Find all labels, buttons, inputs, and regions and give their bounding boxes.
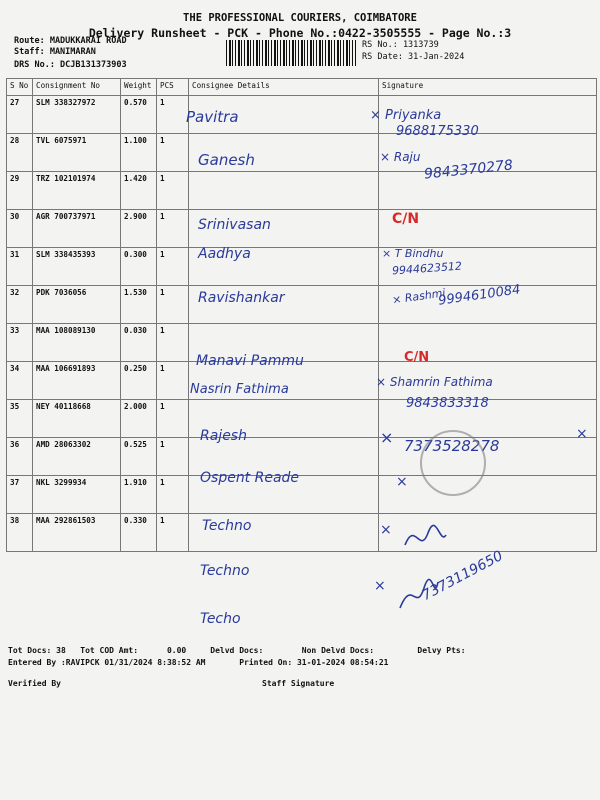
- hw-phone: 9843833318: [406, 396, 489, 411]
- weight: 0.570: [121, 96, 157, 134]
- totals-line: Tot Docs: 38 Tot COD Amt: 0.00 Delvd Docs: Non Delvd Docs: Delvy Pts:: [8, 646, 466, 655]
- pcs: 1: [157, 362, 189, 400]
- pcs: 1: [157, 514, 189, 552]
- hw-consignee: Techno: [200, 563, 250, 579]
- hw-consignee: Nasrin Fathima: [190, 382, 289, 397]
- consignment-no: MAA 292861503: [33, 514, 121, 552]
- route: Route: MADUKKARAI ROAD: [14, 36, 127, 46]
- consignment-no: TRZ 102101974: [33, 172, 121, 210]
- sno: 31: [7, 248, 33, 286]
- hw-consignee: Pavitra: [186, 108, 239, 126]
- signature-scribble: [400, 515, 450, 555]
- col-signature: Signature: [379, 79, 597, 96]
- hw-consignee: Aadhya: [198, 246, 251, 262]
- consignment-no: SLM 338327972: [33, 96, 121, 134]
- consignment-no: PDK 7036056: [33, 286, 121, 324]
- table-row: [7, 96, 597, 134]
- hw-signature: C/N: [404, 350, 430, 365]
- weight: 1.420: [121, 172, 157, 210]
- hw-consignee: Techo: [200, 611, 241, 627]
- hw-consignee: Ganesh: [198, 151, 255, 169]
- sno: 28: [7, 134, 33, 172]
- weight: 1.530: [121, 286, 157, 324]
- hw-signature: × Shamrin Fathima: [376, 375, 493, 389]
- consignment-no: MAA 106691893: [33, 362, 121, 400]
- weight: 2.900: [121, 210, 157, 248]
- pcs: 1: [157, 134, 189, 172]
- col-pcs: PCS: [157, 79, 189, 96]
- sno: 35: [7, 400, 33, 438]
- hw-signature: ×: [374, 578, 386, 594]
- sno: 37: [7, 476, 33, 514]
- consignee-cell: [189, 172, 379, 210]
- table-row: [7, 400, 597, 438]
- hw-consignee: Ospent Reade: [200, 470, 300, 486]
- pcs: 1: [157, 438, 189, 476]
- hw-phone: 9843370278: [423, 157, 514, 183]
- sno: 33: [7, 324, 33, 362]
- hw-consignee: Rajesh: [200, 428, 247, 444]
- hw-signature: × Rashmi: [391, 286, 447, 307]
- consignment-no: NEY 40118668: [33, 400, 121, 438]
- weight: 0.250: [121, 362, 157, 400]
- hw-signature: × Raju: [380, 150, 421, 164]
- table-header: [7, 79, 597, 96]
- signature-scribble: [392, 568, 442, 618]
- col-weight: Weight: [121, 79, 157, 96]
- pcs: 1: [157, 476, 189, 514]
- signature-cell: [379, 172, 597, 210]
- pcs: 1: [157, 324, 189, 362]
- delivery-stamp: [420, 430, 486, 496]
- table-row: [7, 514, 597, 552]
- hw-consignee: Techno: [202, 518, 252, 534]
- weight: 0.030: [121, 324, 157, 362]
- hw-phone: 9944623512: [391, 259, 463, 278]
- pcs: 1: [157, 248, 189, 286]
- consignment-no: SLM 338435393: [33, 248, 121, 286]
- hw-signature: C/N: [392, 211, 420, 227]
- sno: 29: [7, 172, 33, 210]
- hw-phone: 7373119650: [419, 548, 506, 604]
- rs-number: RS No.: 1313739: [362, 40, 439, 50]
- staff-signature-label: Staff Signature: [262, 679, 335, 688]
- verified-by: Verified By: [8, 679, 61, 688]
- pcs: 1: [157, 286, 189, 324]
- table-row: [7, 172, 597, 210]
- hw-consignee: Srinivasan: [198, 217, 271, 233]
- col-consignment: Consignment No: [33, 79, 121, 96]
- col-sno: S No: [7, 79, 33, 96]
- sno: 38: [7, 514, 33, 552]
- hw-signature: × Priyanka: [370, 108, 442, 123]
- sno: 36: [7, 438, 33, 476]
- consignment-no: NKL 3299934: [33, 476, 121, 514]
- hw-cross-mark: ×: [576, 426, 588, 442]
- hw-phone: 9688175330: [396, 124, 479, 139]
- consignment-no: AGR 700737971: [33, 210, 121, 248]
- company-title: THE PROFESSIONAL COURIERS, COIMBATORE: [183, 12, 417, 24]
- consignment-no: AMD 28063302: [33, 438, 121, 476]
- drs-number: DRS No.: DCJB131373903: [14, 60, 127, 70]
- hw-signature: ×: [396, 474, 408, 490]
- weight: 0.300: [121, 248, 157, 286]
- sno: 30: [7, 210, 33, 248]
- hw-phone: 9994610084: [437, 282, 522, 309]
- weight: 1.100: [121, 134, 157, 172]
- rs-date: RS Date: 31-Jan-2024: [362, 52, 465, 62]
- weight: 0.330: [121, 514, 157, 552]
- sno: 27: [7, 96, 33, 134]
- col-consignee: Consignee Details: [189, 79, 379, 96]
- pcs: 1: [157, 400, 189, 438]
- weight: 0.525: [121, 438, 157, 476]
- runsheet-title: Delivery Runsheet - PCK - Phone No.:0422-3505555 - Page No.:3: [88, 26, 512, 40]
- entered-by-line: Entered By :RAVIPCK 01/31/2024 8:38:52 AM Printed On: 31-01-2024 08:54:21: [8, 658, 389, 667]
- pcs: 1: [157, 96, 189, 134]
- sno: 32: [7, 286, 33, 324]
- table-row: [7, 248, 597, 286]
- barcode: [226, 40, 356, 66]
- table-row: [7, 476, 597, 514]
- table-row: [7, 210, 597, 248]
- hw-phone: 7373528278: [404, 437, 500, 455]
- hw-consignee: Ravishankar: [198, 290, 285, 306]
- pcs: 1: [157, 210, 189, 248]
- consignment-no: TVL 6075971: [33, 134, 121, 172]
- consignment-no: MAA 108089130: [33, 324, 121, 362]
- table-row: [7, 438, 597, 476]
- runsheet-table: [6, 78, 597, 552]
- hw-signature: ×: [380, 428, 394, 447]
- hw-consignee: Manavi Pammu: [196, 353, 304, 369]
- hw-signature: × T Bindhu: [382, 247, 444, 260]
- signature-cell: [379, 476, 597, 514]
- weight: 2.000: [121, 400, 157, 438]
- pcs: 1: [157, 172, 189, 210]
- sno: 34: [7, 362, 33, 400]
- staff: Staff: MANIMARAN: [14, 47, 96, 57]
- weight: 1.910: [121, 476, 157, 514]
- hw-signature: ×: [380, 522, 392, 538]
